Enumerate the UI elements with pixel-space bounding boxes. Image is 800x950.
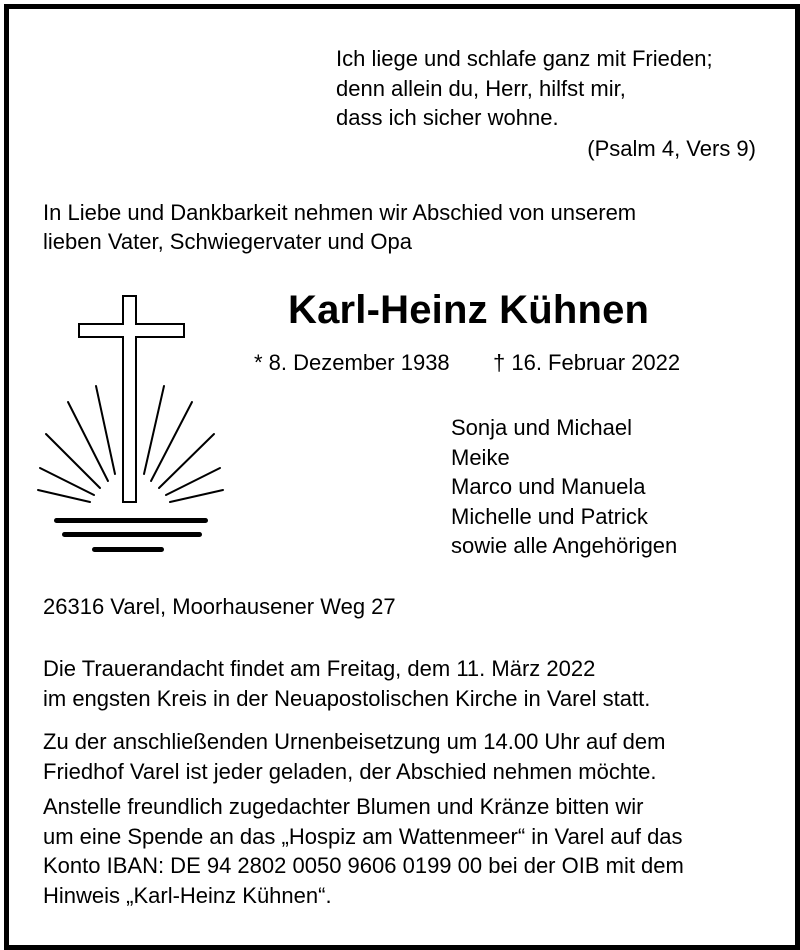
paragraph-line: Die Trauerandacht findet am Freitag, dem 11. März 2022 xyxy=(43,656,596,681)
service-paragraph xyxy=(43,654,650,713)
paragraph-line: Hinweis „Karl-Heinz Kühnen“. xyxy=(43,882,332,908)
intro-line: In Liebe und Dankbarkeit nehmen wir Abschied von unserem xyxy=(43,200,637,225)
mourning-address: 26316 Varel, Moorhausener Weg 27 xyxy=(43,594,396,619)
intro-line: lieben Vater, Schwiegervater und Opa xyxy=(43,229,412,254)
paragraph-line: um eine Spende an das „Hospiz am Wattenmeer“ in Varel auf das xyxy=(43,823,683,849)
family-member: Michelle und Patrick xyxy=(451,503,648,529)
cross-sunrise-water-icon xyxy=(30,288,230,558)
intro-text xyxy=(43,198,636,256)
family-list xyxy=(451,413,677,561)
paragraph-line: Konto IBAN: DE 94 2802 0050 9606 0199 00 bei der OIB mit dem xyxy=(43,853,684,878)
paragraph-line: Friedhof Varel ist jeder geladen, der Abschied nehmen möchte. xyxy=(43,758,657,784)
paragraph-line: Anstelle freundlich zugedachter Blumen und Kränze bitten wir xyxy=(43,794,644,819)
deceased-name: Karl-Heinz Kühnen xyxy=(288,288,650,332)
verse-line: dass ich sicher wohne. xyxy=(336,105,559,130)
family-member: Sonja und Michael xyxy=(451,415,633,440)
family-member: Marco und Manuela xyxy=(451,474,646,499)
burial-paragraph xyxy=(43,727,665,786)
paragraph-line: im engsten Kreis in der Neuapostolischen Kirche in Varel statt. xyxy=(43,685,651,711)
family-member: Meike xyxy=(451,444,510,470)
psalm-verse xyxy=(336,44,713,133)
verse-line: denn allein du, Herr, hilfst mir, xyxy=(336,75,626,101)
donation-paragraph xyxy=(43,792,684,910)
birth-date: * 8. Dezember 1938 xyxy=(254,350,450,375)
family-member: sowie alle Angehörigen xyxy=(451,533,678,558)
verse-line: Ich liege und schlafe ganz mit Frieden; xyxy=(336,46,713,71)
paragraph-line: Zu der anschließenden Urnenbeisetzung um 14.00 Uhr auf dem xyxy=(43,729,666,754)
verse-reference: (Psalm 4, Vers 9) xyxy=(587,136,756,161)
death-date: † 16. Februar 2022 xyxy=(493,350,681,375)
